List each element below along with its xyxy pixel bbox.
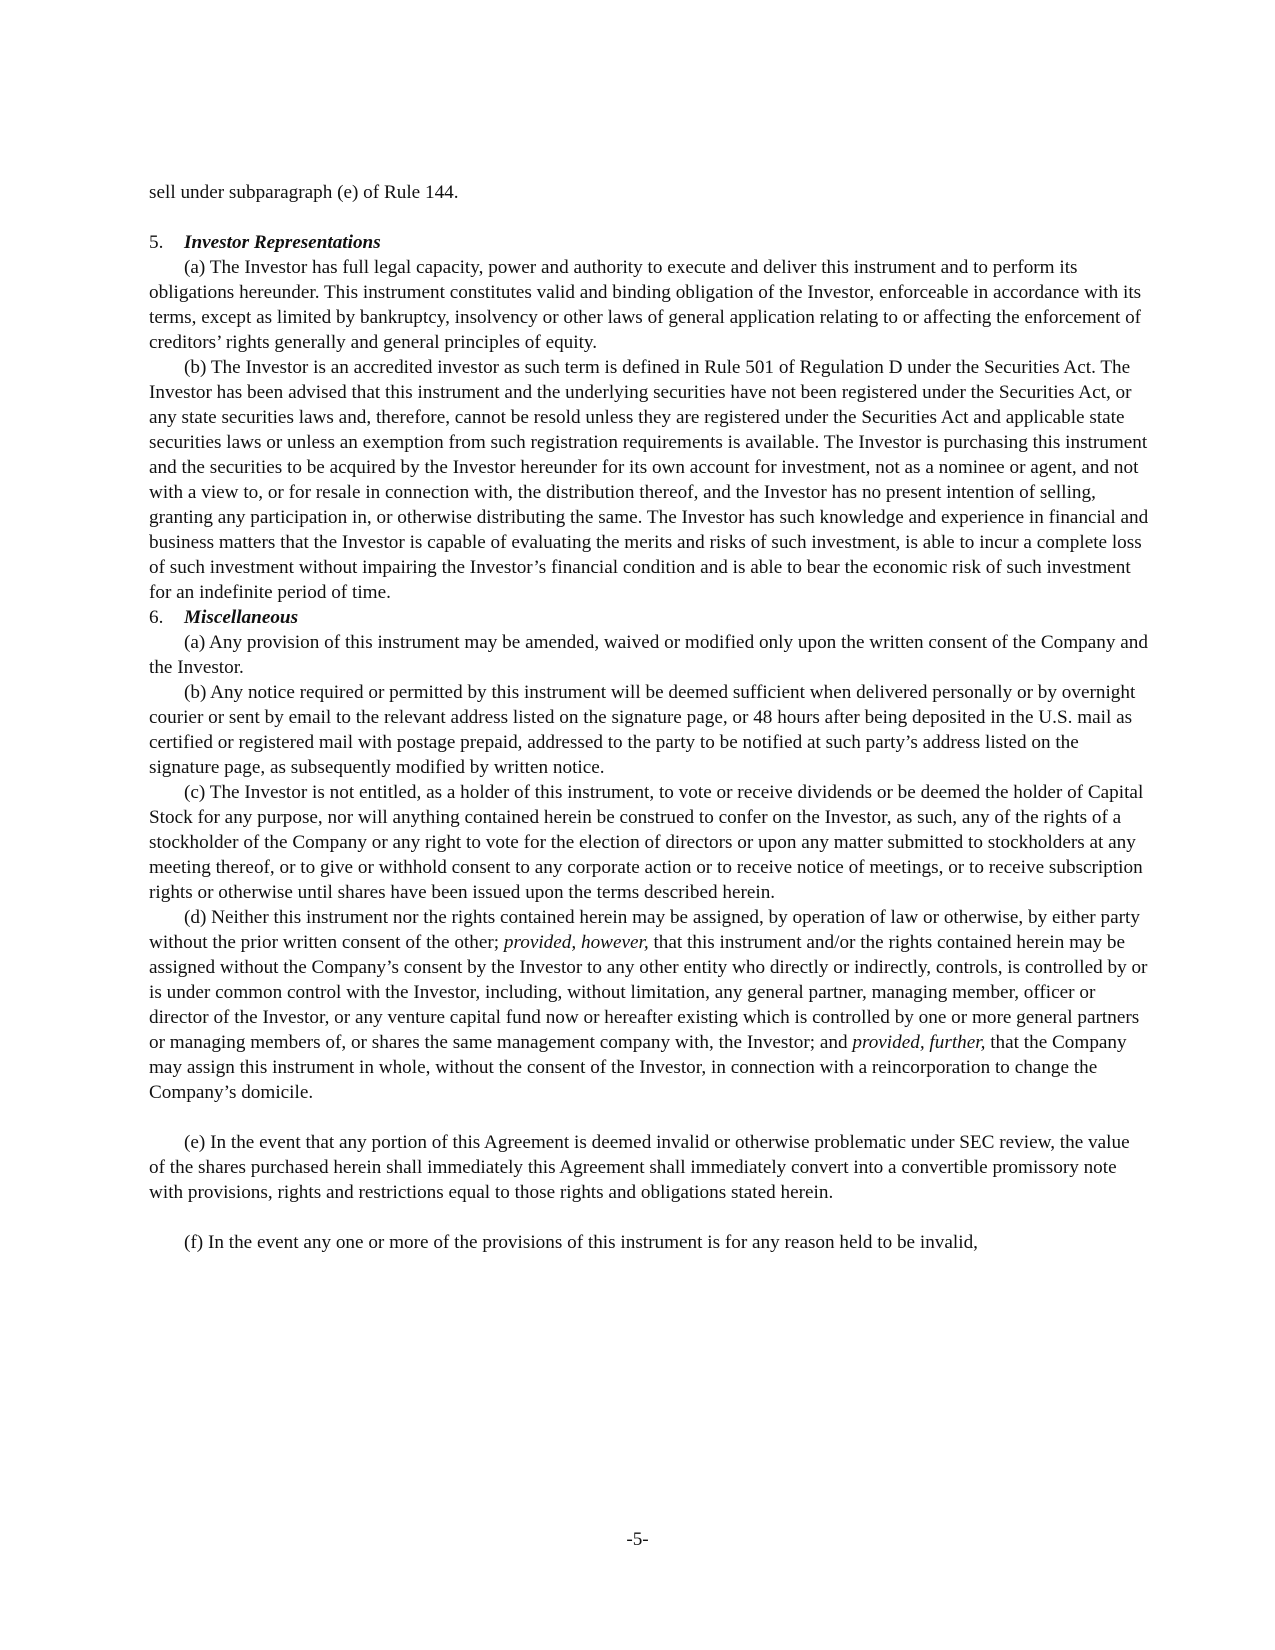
section-6-number: 6. (149, 607, 164, 628)
spacer (149, 1105, 1149, 1130)
section-5-paragraph-a: (a) The Investor has full legal capacity, power and authority to execute and deliver this instrument and to perform its obligations hereunder. This instrument constitutes valid and binding obligation of the Investor, enforceable in accordance with its terms, except as limited by bankruptcy, insolvency or other laws of general application relating to or affecting the enforcement of creditors’ rights generally and general principles of equity. (149, 257, 1142, 353)
paragraph-d-text-2: that this instrument and/or the rights contained herein may be assigned without the Company’s consent by the Investor to any other entity who directly or indirectly, controls, is controlled by or is under common control with the Investor, including, without limitation, any general partner, managing member, officer or director of the Investor, or any venture capital fund now or hereafter existing which is controlled by one or more general partners or managing members of, or shares the same management company with, the Investor; and (149, 932, 1148, 1053)
section-5-number: 5. (149, 232, 164, 253)
section-6-paragraph-a: (a) Any provision of this instrument may be amended, waived or modified only upon the written consent of the Company and the Investor. (149, 632, 1148, 678)
page-number: -5- (626, 1529, 649, 1550)
section-5-heading (149, 230, 1149, 255)
section-6-paragraph-c: (c) The Investor is not entitled, as a holder of this instrument, to vote or receive dividends or be deemed the holder of Capital Stock for any purpose, nor will anything contained herein be construed to confer on the Investor, as such, any of the rights of a stockholder of the Company or any right to vote for the election of directors or upon any matter submitted to stockholders at any meeting thereof, or to give or withhold consent to any corporate action or to receive notice of meetings, or to receive subscription rights or otherwise until shares have been issued upon the terms described herein. (149, 782, 1144, 903)
paragraph-d-text-3: that the Company may assign this instrument in whole, without the consent of the Investor, in connection with a reincorporation to change the Company’s domicile. (149, 1032, 1127, 1103)
paragraph-d-proviso-2: provided, further, (852, 1032, 986, 1053)
section-6-heading (149, 605, 1149, 630)
section-6-paragraph-e: (e) In the event that any portion of this Agreement is deemed invalid or otherwise problematic under SEC review, the value of the shares purchased herein shall immediately this Agreement shall immediately convert into a convertible promissory note with provisions, rights and restrictions equal to those rights and obligations stated herein. (149, 1132, 1130, 1203)
section-6-paragraph-f: (f) In the event any one or more of the provisions of this instrument is for any reason held to be invalid, (184, 1232, 978, 1253)
section-5-title: Investor Representations (184, 232, 381, 253)
section-6-title: Miscellaneous (184, 607, 299, 628)
spacer (149, 1205, 1149, 1230)
spacer (149, 205, 1149, 230)
section-5-paragraph-b: (b) The Investor is an accredited investor as such term is defined in Rule 501 of Regulation D under the Securities Act. The Investor has been advised that this instrument and the underlying securities have not been registered under the Securities Act, or any state securities laws and, therefore, cannot be resold unless they are registered under the Securities Act and applicable state securities laws or unless an exemption from such registration requirements is available. The Investor is purchasing this instrument and the securities to be acquired by the Investor hereunder for its own account for investment, not as a nominee or agent, and not with a view to, or for resale in connection with, the distribution thereof, and the Investor has no present intention of selling, granting any participation in, or otherwise distributing the same. The Investor has such knowledge and experience in financial and business matters that the Investor is capable of evaluating the merits and risks of such investment, is able to incur a complete loss of such investment without impairing the Investor’s financial condition and is able to bear the economic risk of such investment for an indefinite period of time. (149, 357, 1149, 603)
opening-line: sell under subparagraph (e) of Rule 144. (149, 182, 459, 203)
paragraph-d-text-1: (d) Neither this instrument nor the rights contained herein may be assigned, by operation of law or otherwise, by either party without the prior written consent of the other; (149, 907, 1140, 953)
document-page (149, 180, 1149, 1255)
paragraph-d-proviso-1: provided, however, (503, 932, 649, 953)
section-6-paragraph-d (149, 905, 1149, 1105)
section-6-paragraph-b: (b) Any notice required or permitted by this instrument will be deemed sufficient when delivered personally or by overnight courier or sent by email to the relevant address listed on the signature page, or 48 hours after being deposited in the U.S. mail as certified or registered mail with postage prepaid, addressed to the party to be notified at such party’s address listed on the signature page, as subsequently modified by written notice. (149, 682, 1136, 778)
